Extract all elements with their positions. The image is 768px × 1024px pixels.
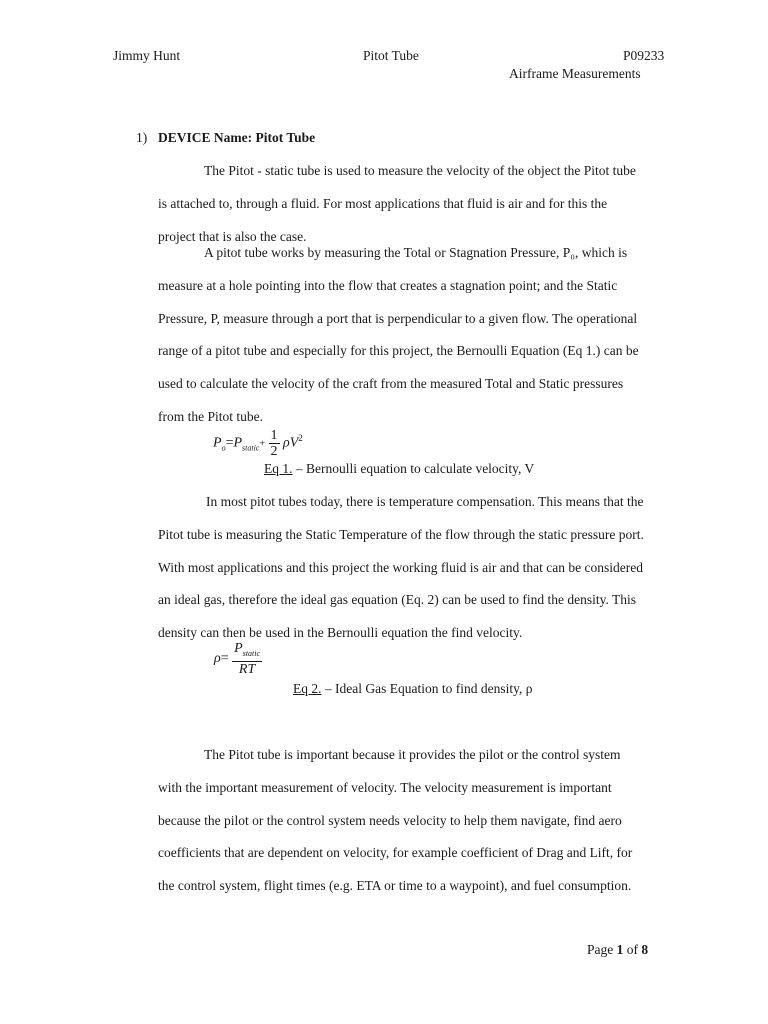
paragraph-3 — [158, 486, 658, 650]
header-code: P09233 — [623, 48, 665, 63]
paragraph-line: Pitot tube is measuring the Static Temperature of the flow through the static pressure port. — [158, 526, 644, 542]
paragraph-line: A pitot tube works by measuring the Total or Stagnation Pressure, P₀, which is — [204, 245, 628, 260]
page-number: Page 1 of 8 — [587, 942, 649, 957]
paragraph-line: coefficients that are dependent on velocity, for example coefficient of Drag and Lift, for — [158, 845, 633, 861]
equation-2-caption: Eq 2. – Ideal Gas Equation to find density, ρ — [293, 681, 533, 696]
paragraph-line: used to calculate the velocity of the craft from the measured Total and Static pressures — [158, 376, 624, 392]
equation-fraction: $\frac{P_{static}}{RT}$ — [234, 641, 261, 677]
equation-1: $P_o=P_{static}+$ $\frac{1}{2}$ $\rho V^2$ — [213, 428, 303, 459]
paragraph-line: range of a pitot tube and especially for this project, the Bernoulli Equation (Eq 1.) can be — [158, 343, 639, 359]
equation-fraction: $\frac{1}{2}$ — [270, 428, 278, 459]
paragraph-line: The Pitot tube is important because it provides the pilot or the control system — [204, 747, 621, 762]
section-number: 1) — [136, 130, 148, 145]
paragraph-line: project that is also the case. — [158, 228, 307, 244]
paragraph-line: density can then be used in the Bernoulli equation the find velocity. — [158, 625, 523, 641]
header-author: Jimmy Hunt — [113, 48, 181, 63]
equation-1-caption: Eq 1. – Bernoulli equation to calculate velocity, V — [264, 461, 535, 476]
paragraph-line: measure at a hole pointing into the flow that creates a stagnation point; and the Static — [158, 277, 618, 293]
paragraph-line: with the important measurement of velocity. The velocity measurement is important — [158, 779, 612, 795]
paragraph-line: With most applications and this project the working fluid is air and that can be considered — [158, 559, 643, 575]
paragraph-4 — [158, 739, 658, 903]
paragraph-2 — [158, 237, 658, 434]
paragraph-line: because the pilot or the control system needs velocity to help them navigate, find aero — [158, 812, 622, 828]
paragraph-line: Pressure, P, measure through a port that is perpendicular to a given flow. The operational — [158, 310, 638, 326]
paragraph-line: the control system, flight times (e.g. ETA or time to a waypoint), and fuel consumption. — [158, 878, 632, 894]
paragraph-line: from the Pitot tube. — [158, 408, 263, 424]
header-topic: Pitot Tube — [363, 48, 419, 63]
paragraph-line: is attached to, through a fluid. For most applications that fluid is air and for this the — [158, 195, 608, 211]
paragraph-line: The Pitot - static tube is used to measure the velocity of the object the Pitot tube — [204, 163, 636, 178]
paragraph-line: In most pitot tubes today, there is temperature compensation. This means that the — [206, 494, 644, 509]
equation-2: ρ= $\frac{P_{static}}{RT}$ — [214, 641, 261, 677]
paragraph-line: an ideal gas, therefore the ideal gas equation (Eq. 2) can be used to find the density. This — [158, 592, 636, 608]
header-subtitle: Airframe Measurements — [509, 66, 641, 81]
section-title: DEVICE Name: Pitot Tube — [158, 130, 316, 145]
